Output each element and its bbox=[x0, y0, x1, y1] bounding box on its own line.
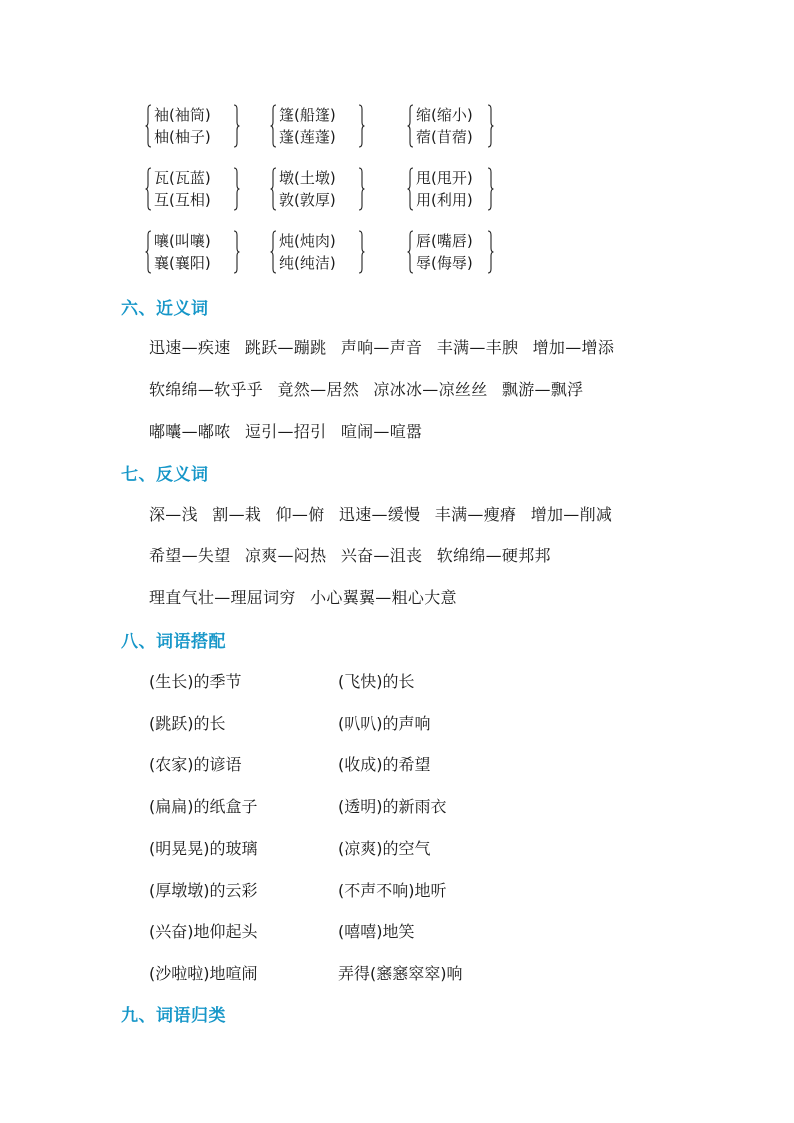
left-brace-icon bbox=[407, 104, 414, 148]
antonym-pair: 仰—俯 bbox=[275, 505, 325, 524]
pair-bottom: 敦(敦厚) bbox=[279, 191, 336, 209]
pair-bottom: 互(互相) bbox=[154, 191, 211, 209]
classify-heading: 九、词语归类 bbox=[121, 1006, 226, 1026]
pair-top: 唇(嘴唇) bbox=[416, 232, 473, 250]
antonym-pair: 软绵绵—硬邦邦 bbox=[436, 546, 551, 565]
collocation-left: (沙啦啦)地喧闹 bbox=[149, 964, 258, 983]
left-brace-icon bbox=[270, 167, 277, 211]
synonyms-line-2 bbox=[149, 377, 592, 400]
collocation-left: (扁扁)的纸盒子 bbox=[149, 797, 258, 816]
pair-bottom: 柚(柚子) bbox=[154, 128, 211, 146]
collocation-left: (厚墩墩)的云彩 bbox=[149, 881, 258, 900]
synonyms-line-1 bbox=[149, 335, 623, 358]
collocation-right: (飞快)的长 bbox=[338, 672, 415, 691]
right-brace-icon bbox=[358, 167, 365, 211]
right-brace-icon bbox=[358, 230, 365, 274]
synonym-pair: 嘟囔—嘟哝 bbox=[149, 422, 231, 441]
antonym-pair: 小心翼翼—粗心大意 bbox=[310, 588, 457, 607]
synonym-pair: 竟然—居然 bbox=[277, 380, 360, 399]
pair-top: 缩(缩小) bbox=[416, 106, 473, 124]
synonym-pair: 跳跃—蹦跳 bbox=[244, 338, 327, 357]
collocation-left: (明晃晃)的玻璃 bbox=[149, 839, 258, 858]
collocation-right: (叭叭)的声响 bbox=[338, 714, 431, 733]
pair-bottom: 蓬(莲蓬) bbox=[279, 128, 336, 146]
antonym-pair: 深—浅 bbox=[149, 505, 198, 524]
synonym-pair: 迅速—疾速 bbox=[149, 338, 231, 357]
pair-lines bbox=[154, 230, 211, 274]
pair-lines bbox=[416, 104, 473, 148]
synonym-pair: 增加—增添 bbox=[532, 338, 615, 357]
pair-top: 嚷(叫嚷) bbox=[154, 232, 211, 250]
antonym-pair: 希望—失望 bbox=[149, 546, 231, 565]
synonym-pair: 逗引—招引 bbox=[244, 422, 327, 441]
antonyms-line-3 bbox=[149, 585, 466, 608]
synonym-pair: 喧闹—喧嚣 bbox=[340, 422, 423, 441]
synonym-pair: 软绵绵—软乎乎 bbox=[149, 380, 264, 399]
antonym-pair: 理直气壮—理屈词穷 bbox=[149, 588, 296, 607]
pair-lines bbox=[416, 167, 473, 211]
pair-lines bbox=[154, 167, 211, 211]
antonym-pair: 丰满—瘦瘠 bbox=[434, 505, 517, 524]
pair-bottom: 用(利用) bbox=[416, 191, 473, 209]
antonyms-line-1 bbox=[149, 502, 621, 525]
antonym-pair: 迅速—缓慢 bbox=[338, 505, 421, 524]
antonyms-line-2 bbox=[149, 543, 560, 566]
pair-bottom: 襄(襄阳) bbox=[154, 254, 211, 272]
collocation-right: (收成)的希望 bbox=[338, 755, 431, 774]
right-brace-icon bbox=[487, 104, 494, 148]
right-brace-icon bbox=[487, 167, 494, 211]
right-brace-icon bbox=[233, 167, 240, 211]
right-brace-icon bbox=[233, 104, 240, 148]
synonym-pair: 声响—声音 bbox=[340, 338, 423, 357]
collocation-right: 弄得(窸窸窣窣)响 bbox=[338, 964, 463, 983]
left-brace-icon bbox=[145, 167, 152, 211]
left-brace-icon bbox=[145, 230, 152, 274]
collocation-right: (透明)的新雨衣 bbox=[338, 797, 447, 816]
synonyms-heading: 六、近义词 bbox=[121, 299, 209, 319]
pair-lines bbox=[416, 230, 473, 274]
antonym-pair: 兴奋—沮丧 bbox=[340, 546, 423, 565]
pair-bottom: 纯(纯洁) bbox=[279, 254, 336, 272]
pair-top: 篷(船篷) bbox=[279, 106, 336, 124]
pair-bottom: 辱(侮辱) bbox=[416, 254, 473, 272]
pair-lines bbox=[154, 104, 211, 148]
collocation-heading: 八、词语搭配 bbox=[121, 632, 226, 652]
pair-top: 瓦(瓦蓝) bbox=[154, 169, 211, 187]
pair-top: 墩(土墩) bbox=[279, 169, 336, 187]
antonyms-heading: 七、反义词 bbox=[121, 465, 209, 485]
pair-top: 炖(炖肉) bbox=[279, 232, 336, 250]
synonym-pair: 丰满—丰腴 bbox=[436, 338, 519, 357]
left-brace-icon bbox=[407, 230, 414, 274]
pair-lines bbox=[279, 167, 336, 211]
antonym-pair: 增加—削减 bbox=[530, 505, 613, 524]
collocation-right: (不声不响)地听 bbox=[338, 881, 447, 900]
synonym-pair: 飘游—飘浮 bbox=[501, 380, 584, 399]
collocation-left: (农家)的谚语 bbox=[149, 755, 242, 774]
right-brace-icon bbox=[233, 230, 240, 274]
left-brace-icon bbox=[145, 104, 152, 148]
right-brace-icon bbox=[487, 230, 494, 274]
collocation-right: (嘻嘻)地笑 bbox=[338, 922, 415, 941]
pair-top: 袖(袖筒) bbox=[154, 106, 211, 124]
left-brace-icon bbox=[407, 167, 414, 211]
left-brace-icon bbox=[270, 104, 277, 148]
collocation-left: (生长)的季节 bbox=[149, 672, 242, 691]
antonym-pair: 凉爽—闷热 bbox=[244, 546, 327, 565]
antonym-pair: 割—栽 bbox=[212, 505, 262, 524]
synonym-pair: 凉冰冰—凉丝丝 bbox=[373, 380, 488, 399]
collocation-left: (跳跃)的长 bbox=[149, 714, 226, 733]
left-brace-icon bbox=[270, 230, 277, 274]
collocation-right: (凉爽)的空气 bbox=[338, 839, 431, 858]
right-brace-icon bbox=[358, 104, 365, 148]
synonyms-line-3 bbox=[149, 419, 431, 442]
pair-lines bbox=[279, 230, 336, 274]
pair-bottom: 蓿(苜蓿) bbox=[416, 128, 473, 146]
collocation-left: (兴奋)地仰起头 bbox=[149, 922, 258, 941]
pair-top: 甩(甩开) bbox=[416, 169, 473, 187]
pair-lines bbox=[279, 104, 336, 148]
